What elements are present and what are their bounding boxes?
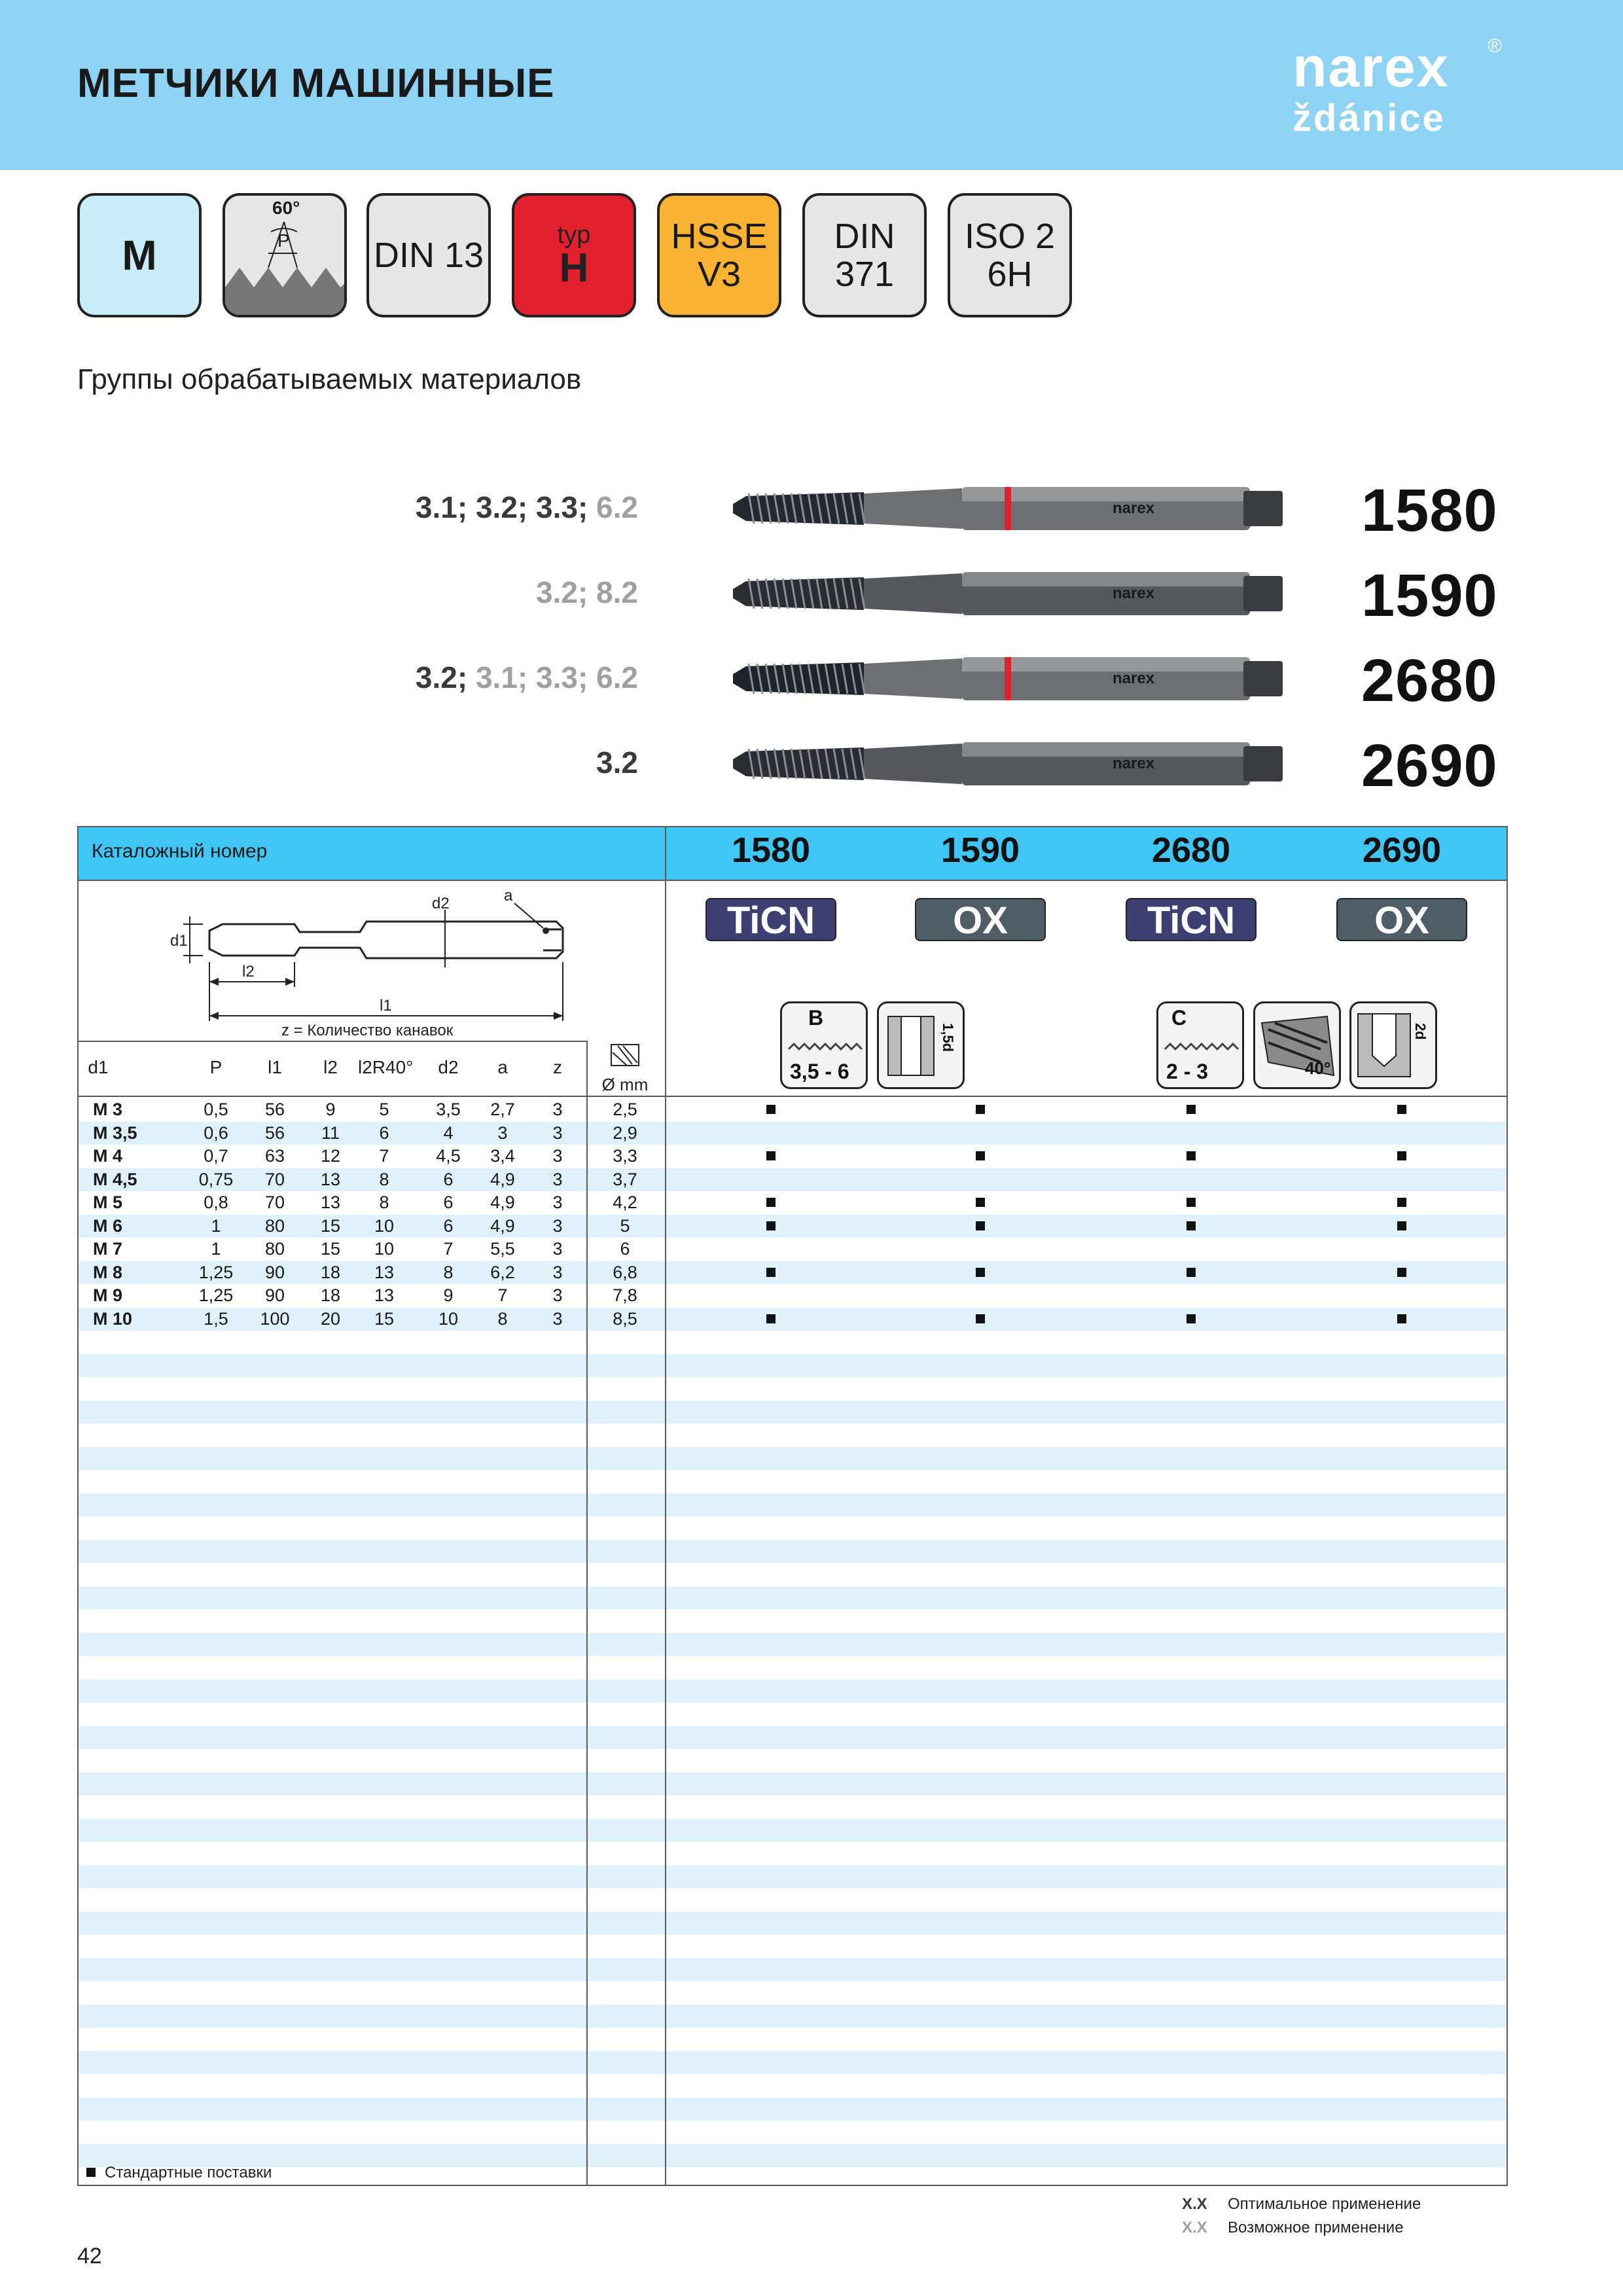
row-cell-P: 1,25 xyxy=(198,1285,234,1305)
availability-mark xyxy=(976,1221,985,1230)
tap-brand-marking: narex xyxy=(1113,755,1155,772)
column-header-3: l2 xyxy=(323,1057,338,1077)
badge-text: DIN 13 xyxy=(373,236,484,275)
logo-registered-mark: ® xyxy=(1488,35,1503,57)
row-cell-d2: 4,5 xyxy=(436,1146,461,1166)
row-cell-l2r: 15 xyxy=(374,1308,395,1329)
row-cell-l1: 70 xyxy=(264,1193,285,1212)
tap-brand-marking: narex xyxy=(1113,584,1155,602)
row-cell-d2: 6 xyxy=(443,1169,454,1189)
tap-image-2680 xyxy=(733,649,1296,708)
row-cell-P: 0,75 xyxy=(198,1169,234,1189)
badge-text: typ xyxy=(557,221,591,249)
row-cell-P: 1 xyxy=(211,1239,221,1259)
product-number-1580: 1580 xyxy=(1361,477,1498,544)
row-cell-l2: 11 xyxy=(321,1122,340,1143)
material-groups-1580 xyxy=(416,490,638,525)
row-cell-a: 3 xyxy=(497,1122,508,1143)
availability-mark xyxy=(1186,1151,1196,1160)
spec-badge-1 xyxy=(223,193,347,317)
row-cell-a: 6,2 xyxy=(490,1262,515,1282)
page-number: 42 xyxy=(77,2244,102,2269)
standard-supply-note: Стандартные поставки xyxy=(105,2164,272,2181)
thread-form-b-range: 3,5 - 6 xyxy=(790,1060,849,1083)
row-cell-drill: 7,8 xyxy=(613,1285,637,1305)
groups-possible: 6.2 xyxy=(588,490,638,524)
page-title: МЕТЧИКИ МАШИННЫЕ xyxy=(77,61,555,106)
row-cell-z: 3 xyxy=(552,1215,563,1236)
badge-text: HSSE V3 xyxy=(671,217,768,294)
row-cell-l2: 15 xyxy=(320,1215,341,1236)
availability-mark xyxy=(1397,1314,1406,1323)
tap-brand-marking: narex xyxy=(1113,499,1155,517)
row-cell-drill: 2,9 xyxy=(613,1122,637,1143)
legend-possible-text: Возможное применение xyxy=(1228,2219,1404,2236)
column-header-7: z xyxy=(553,1057,562,1077)
row-cell-a: 4,9 xyxy=(490,1193,515,1212)
availability-mark xyxy=(976,1314,985,1323)
diagram-label-l1: l1 xyxy=(380,997,392,1014)
row-cell-l1: 80 xyxy=(264,1239,285,1259)
thread-form-c-icon xyxy=(1156,1001,1244,1089)
spec-badge-5 xyxy=(802,193,927,317)
material-groups-2690 xyxy=(596,745,638,780)
row-stripe xyxy=(79,1679,1507,1702)
badge-text: ISO 2 6H xyxy=(964,217,1056,294)
row-cell-l2: 9 xyxy=(325,1100,336,1119)
spec-badge-3 xyxy=(512,193,636,317)
row-cell-z: 3 xyxy=(552,1100,563,1119)
column-header-1: P xyxy=(209,1057,223,1077)
logo-text-bottom: ždánice xyxy=(1293,97,1446,139)
availability-mark xyxy=(1186,1268,1196,1277)
product-number-2680: 2680 xyxy=(1361,647,1498,714)
badge-sub: H xyxy=(559,245,589,291)
row-cell-l1: 90 xyxy=(264,1285,285,1305)
column-header-0: d1 xyxy=(88,1057,109,1077)
diagram-label-a: a xyxy=(504,890,513,905)
availability-mark xyxy=(766,1314,776,1323)
row-cell-z: 3 xyxy=(552,1285,563,1305)
availability-mark xyxy=(976,1151,985,1160)
row-cell-P: 1,25 xyxy=(198,1262,234,1282)
row-cell-l1: 56 xyxy=(264,1100,285,1119)
tap-brand-marking: narex xyxy=(1113,670,1155,687)
thread-angle-label: 60° xyxy=(272,198,300,218)
row-cell-d2: 8 xyxy=(443,1262,454,1282)
availability-mark xyxy=(1186,1198,1196,1207)
row-cell-z: 3 xyxy=(552,1122,563,1143)
row-cell-drill: 4,2 xyxy=(613,1193,637,1212)
row-stripe xyxy=(79,1494,1507,1516)
coating-badge-2680: TiCN xyxy=(1126,898,1257,941)
row-size: M 7 xyxy=(93,1239,123,1259)
row-cell-z: 3 xyxy=(552,1169,563,1189)
availability-mark xyxy=(766,1151,776,1160)
row-cell-l2: 18 xyxy=(320,1285,341,1305)
row-cell-l2r: 5 xyxy=(379,1100,389,1119)
availability-mark xyxy=(1397,1105,1406,1114)
row-cell-a: 2,7 xyxy=(490,1100,515,1119)
availability-mark xyxy=(1397,1268,1406,1277)
blind-hole-depth: 2d xyxy=(1412,1023,1429,1040)
column-header-4: l2R40° xyxy=(358,1057,414,1077)
row-size: M 5 xyxy=(93,1193,123,1212)
material-groups-1590 xyxy=(536,575,638,610)
diagram-rule xyxy=(79,1041,586,1042)
diagram-label-d1: d1 xyxy=(170,932,188,950)
row-cell-drill: 6 xyxy=(620,1239,630,1259)
badge-text: DIN 371 xyxy=(834,217,895,294)
row-size: M 8 xyxy=(93,1262,123,1282)
row-cell-l2r: 7 xyxy=(379,1146,389,1166)
logo-text-top: narex xyxy=(1293,36,1450,99)
column-head-1580: 1580 xyxy=(731,831,811,870)
row-cell-z: 3 xyxy=(552,1262,563,1282)
row-cell-P: 0,7 xyxy=(204,1146,228,1166)
column-header-8: Ø mm xyxy=(601,1075,649,1094)
tap-image-2690 xyxy=(733,734,1296,793)
availability-mark xyxy=(1186,1314,1196,1323)
row-stripe xyxy=(79,1819,1507,1842)
row-cell-z: 3 xyxy=(552,1239,563,1259)
row-size: M 10 xyxy=(93,1308,133,1329)
row-stripe xyxy=(79,1354,1507,1377)
row-cell-l2: 15 xyxy=(320,1239,341,1259)
availability-mark xyxy=(976,1105,985,1114)
standard-supply-marker xyxy=(86,2168,96,2177)
header-rule xyxy=(79,880,1507,881)
row-cell-l2r: 13 xyxy=(374,1285,395,1305)
product-number-2690: 2690 xyxy=(1361,732,1498,799)
row-cell-l1: 56 xyxy=(264,1122,285,1143)
groups-optimal: 3.2; xyxy=(415,660,468,694)
through-hole-icon xyxy=(877,1001,965,1089)
groups-optimal: 3.1; 3.2; 3.3; xyxy=(415,490,588,524)
availability-mark xyxy=(976,1198,985,1207)
row-size: M 9 xyxy=(93,1285,123,1305)
row-cell-P: 0,8 xyxy=(204,1193,228,1212)
through-hole-depth: 1,5d xyxy=(940,1023,956,1052)
row-cell-l1: 70 xyxy=(264,1169,285,1189)
row-cell-drill: 6,8 xyxy=(613,1262,637,1282)
materials-label: Группы обрабатываемых материалов xyxy=(77,363,582,395)
row-stripe xyxy=(79,1447,1507,1470)
groups-optimal: 3.2 xyxy=(596,745,638,780)
badge-text: M xyxy=(122,232,157,279)
row-cell-d2: 6 xyxy=(443,1193,454,1212)
thread-form-c-letter: C xyxy=(1171,1006,1187,1030)
row-stripe xyxy=(79,1401,1507,1424)
product-number-1590: 1590 xyxy=(1361,562,1498,629)
column-header-rule xyxy=(79,1096,1507,1097)
row-size: M 3 xyxy=(93,1100,123,1119)
row-cell-a: 5,5 xyxy=(490,1239,515,1259)
row-cell-drill: 3,3 xyxy=(613,1146,637,1166)
row-size: M 4 xyxy=(93,1146,123,1166)
row-cell-drill: 8,5 xyxy=(613,1308,637,1329)
row-cell-P: 1 xyxy=(211,1215,221,1236)
legend-optimal-mark: X.X xyxy=(1182,2195,1207,2213)
row-cell-l1: 63 xyxy=(264,1146,285,1166)
availability-mark xyxy=(766,1105,776,1114)
row-stripe xyxy=(79,1958,1507,1981)
row-cell-P: 1,5 xyxy=(204,1308,228,1329)
row-cell-d2: 3,5 xyxy=(436,1100,461,1119)
row-stripe xyxy=(79,2098,1507,2121)
diagram-label-l2: l2 xyxy=(242,963,255,980)
row-cell-l2: 13 xyxy=(320,1169,341,1189)
row-cell-a: 7 xyxy=(497,1285,508,1305)
row-stripe xyxy=(79,2005,1507,2028)
blind-hole-icon xyxy=(1349,1001,1437,1089)
row-cell-l2r: 6 xyxy=(379,1122,389,1143)
row-cell-l1: 90 xyxy=(264,1262,285,1282)
row-size: M 3,5 xyxy=(93,1122,137,1143)
row-size: M 6 xyxy=(93,1215,123,1236)
tap-image-1580 xyxy=(733,479,1296,538)
narex-logo xyxy=(1293,35,1503,144)
divider-main-overlay xyxy=(665,1097,666,2185)
spec-badge-2 xyxy=(366,193,491,317)
diagram-label-d2: d2 xyxy=(432,895,450,912)
thread-form-b-letter: B xyxy=(808,1006,824,1030)
row-stripe xyxy=(79,1772,1507,1795)
availability-mark xyxy=(1397,1221,1406,1230)
spiral-angle-label: 40° xyxy=(1305,1058,1331,1078)
column-head-1590: 1590 xyxy=(940,831,1020,870)
row-cell-l1: 80 xyxy=(264,1215,285,1236)
row-cell-z: 3 xyxy=(552,1146,563,1166)
row-stripe xyxy=(79,2051,1507,2074)
row-cell-drill: 5 xyxy=(620,1215,630,1236)
row-stripe xyxy=(79,1540,1507,1563)
row-cell-d2: 4 xyxy=(443,1122,454,1143)
thread-form-b-icon xyxy=(780,1001,868,1089)
diagram-flutes-label: z = Количество канавок xyxy=(281,1022,454,1039)
row-cell-d2: 10 xyxy=(438,1308,459,1329)
row-cell-l2: 18 xyxy=(320,1262,341,1282)
availability-mark xyxy=(766,1268,776,1277)
row-cell-a: 8 xyxy=(497,1308,508,1329)
row-cell-d2: 6 xyxy=(443,1215,454,1236)
spec-badge-4 xyxy=(657,193,781,317)
row-cell-drill: 2,5 xyxy=(613,1100,637,1119)
groups-possible: 3.1; 3.3; 6.2 xyxy=(467,660,638,694)
coating-badge-2690: OX xyxy=(1336,898,1467,941)
row-cell-l2: 12 xyxy=(320,1146,341,1166)
row-cell-l2r: 10 xyxy=(374,1215,395,1236)
availability-mark xyxy=(1397,1198,1406,1207)
tap-image-1590 xyxy=(733,564,1296,623)
row-cell-d2: 7 xyxy=(443,1239,454,1259)
row-cell-l2r: 13 xyxy=(374,1262,395,1282)
legend-possible-mark: X.X xyxy=(1182,2219,1207,2236)
thread-form-c-range: 2 - 3 xyxy=(1166,1060,1209,1083)
divider-drill-overlay xyxy=(586,1097,588,2185)
availability-mark xyxy=(1186,1221,1196,1230)
row-stripe xyxy=(79,1633,1507,1656)
row-cell-l1: 100 xyxy=(260,1308,290,1329)
row-cell-z: 3 xyxy=(552,1308,563,1329)
legend-optimal-text: Оптимальное применение xyxy=(1228,2195,1421,2213)
row-cell-a: 4,9 xyxy=(490,1215,515,1236)
row-stripe xyxy=(79,1865,1507,1888)
row-stripe xyxy=(79,2144,1507,2167)
spec-badge-0 xyxy=(77,193,202,317)
material-groups-2680 xyxy=(416,660,638,695)
row-cell-l2: 20 xyxy=(320,1308,341,1329)
thread-pitch-label: P xyxy=(277,230,290,251)
column-header-5: d2 xyxy=(438,1057,459,1077)
column-header-2: l1 xyxy=(268,1057,282,1077)
row-cell-l2r: 8 xyxy=(379,1169,389,1189)
spec-badge-6 xyxy=(948,193,1072,317)
row-stripe xyxy=(79,1587,1507,1609)
row-cell-l2r: 8 xyxy=(379,1193,389,1212)
column-head-2680: 2680 xyxy=(1151,831,1231,870)
row-cell-a: 4,9 xyxy=(490,1169,515,1189)
column-header-6: a xyxy=(497,1057,508,1077)
coating-badge-1590: OX xyxy=(915,898,1046,941)
catalog-number-label: Каталожный номер xyxy=(92,840,268,862)
row-stripe xyxy=(79,1912,1507,1935)
drill-icon xyxy=(609,1043,641,1068)
row-cell-l2r: 10 xyxy=(374,1239,395,1259)
coating-badge-1580: TiCN xyxy=(705,898,836,941)
column-head-2690: 2690 xyxy=(1362,831,1442,870)
row-cell-drill: 3,7 xyxy=(613,1169,637,1189)
groups-possible: 3.2; 8.2 xyxy=(536,575,638,609)
availability-mark xyxy=(766,1221,776,1230)
availability-mark xyxy=(766,1198,776,1207)
row-size: M 4,5 xyxy=(93,1169,137,1189)
availability-mark xyxy=(976,1268,985,1277)
row-cell-d2: 9 xyxy=(443,1285,454,1305)
availability-mark xyxy=(1186,1105,1196,1114)
tap-dimension-diagram xyxy=(151,890,582,1041)
row-stripe xyxy=(79,1726,1507,1749)
row-cell-P: 0,6 xyxy=(204,1122,228,1143)
spiral-flute-icon xyxy=(1253,1001,1341,1089)
availability-mark xyxy=(1397,1151,1406,1160)
row-cell-l2: 13 xyxy=(320,1193,341,1212)
row-cell-a: 3,4 xyxy=(490,1146,515,1166)
row-cell-P: 0,5 xyxy=(204,1100,228,1119)
row-cell-z: 3 xyxy=(552,1193,563,1212)
